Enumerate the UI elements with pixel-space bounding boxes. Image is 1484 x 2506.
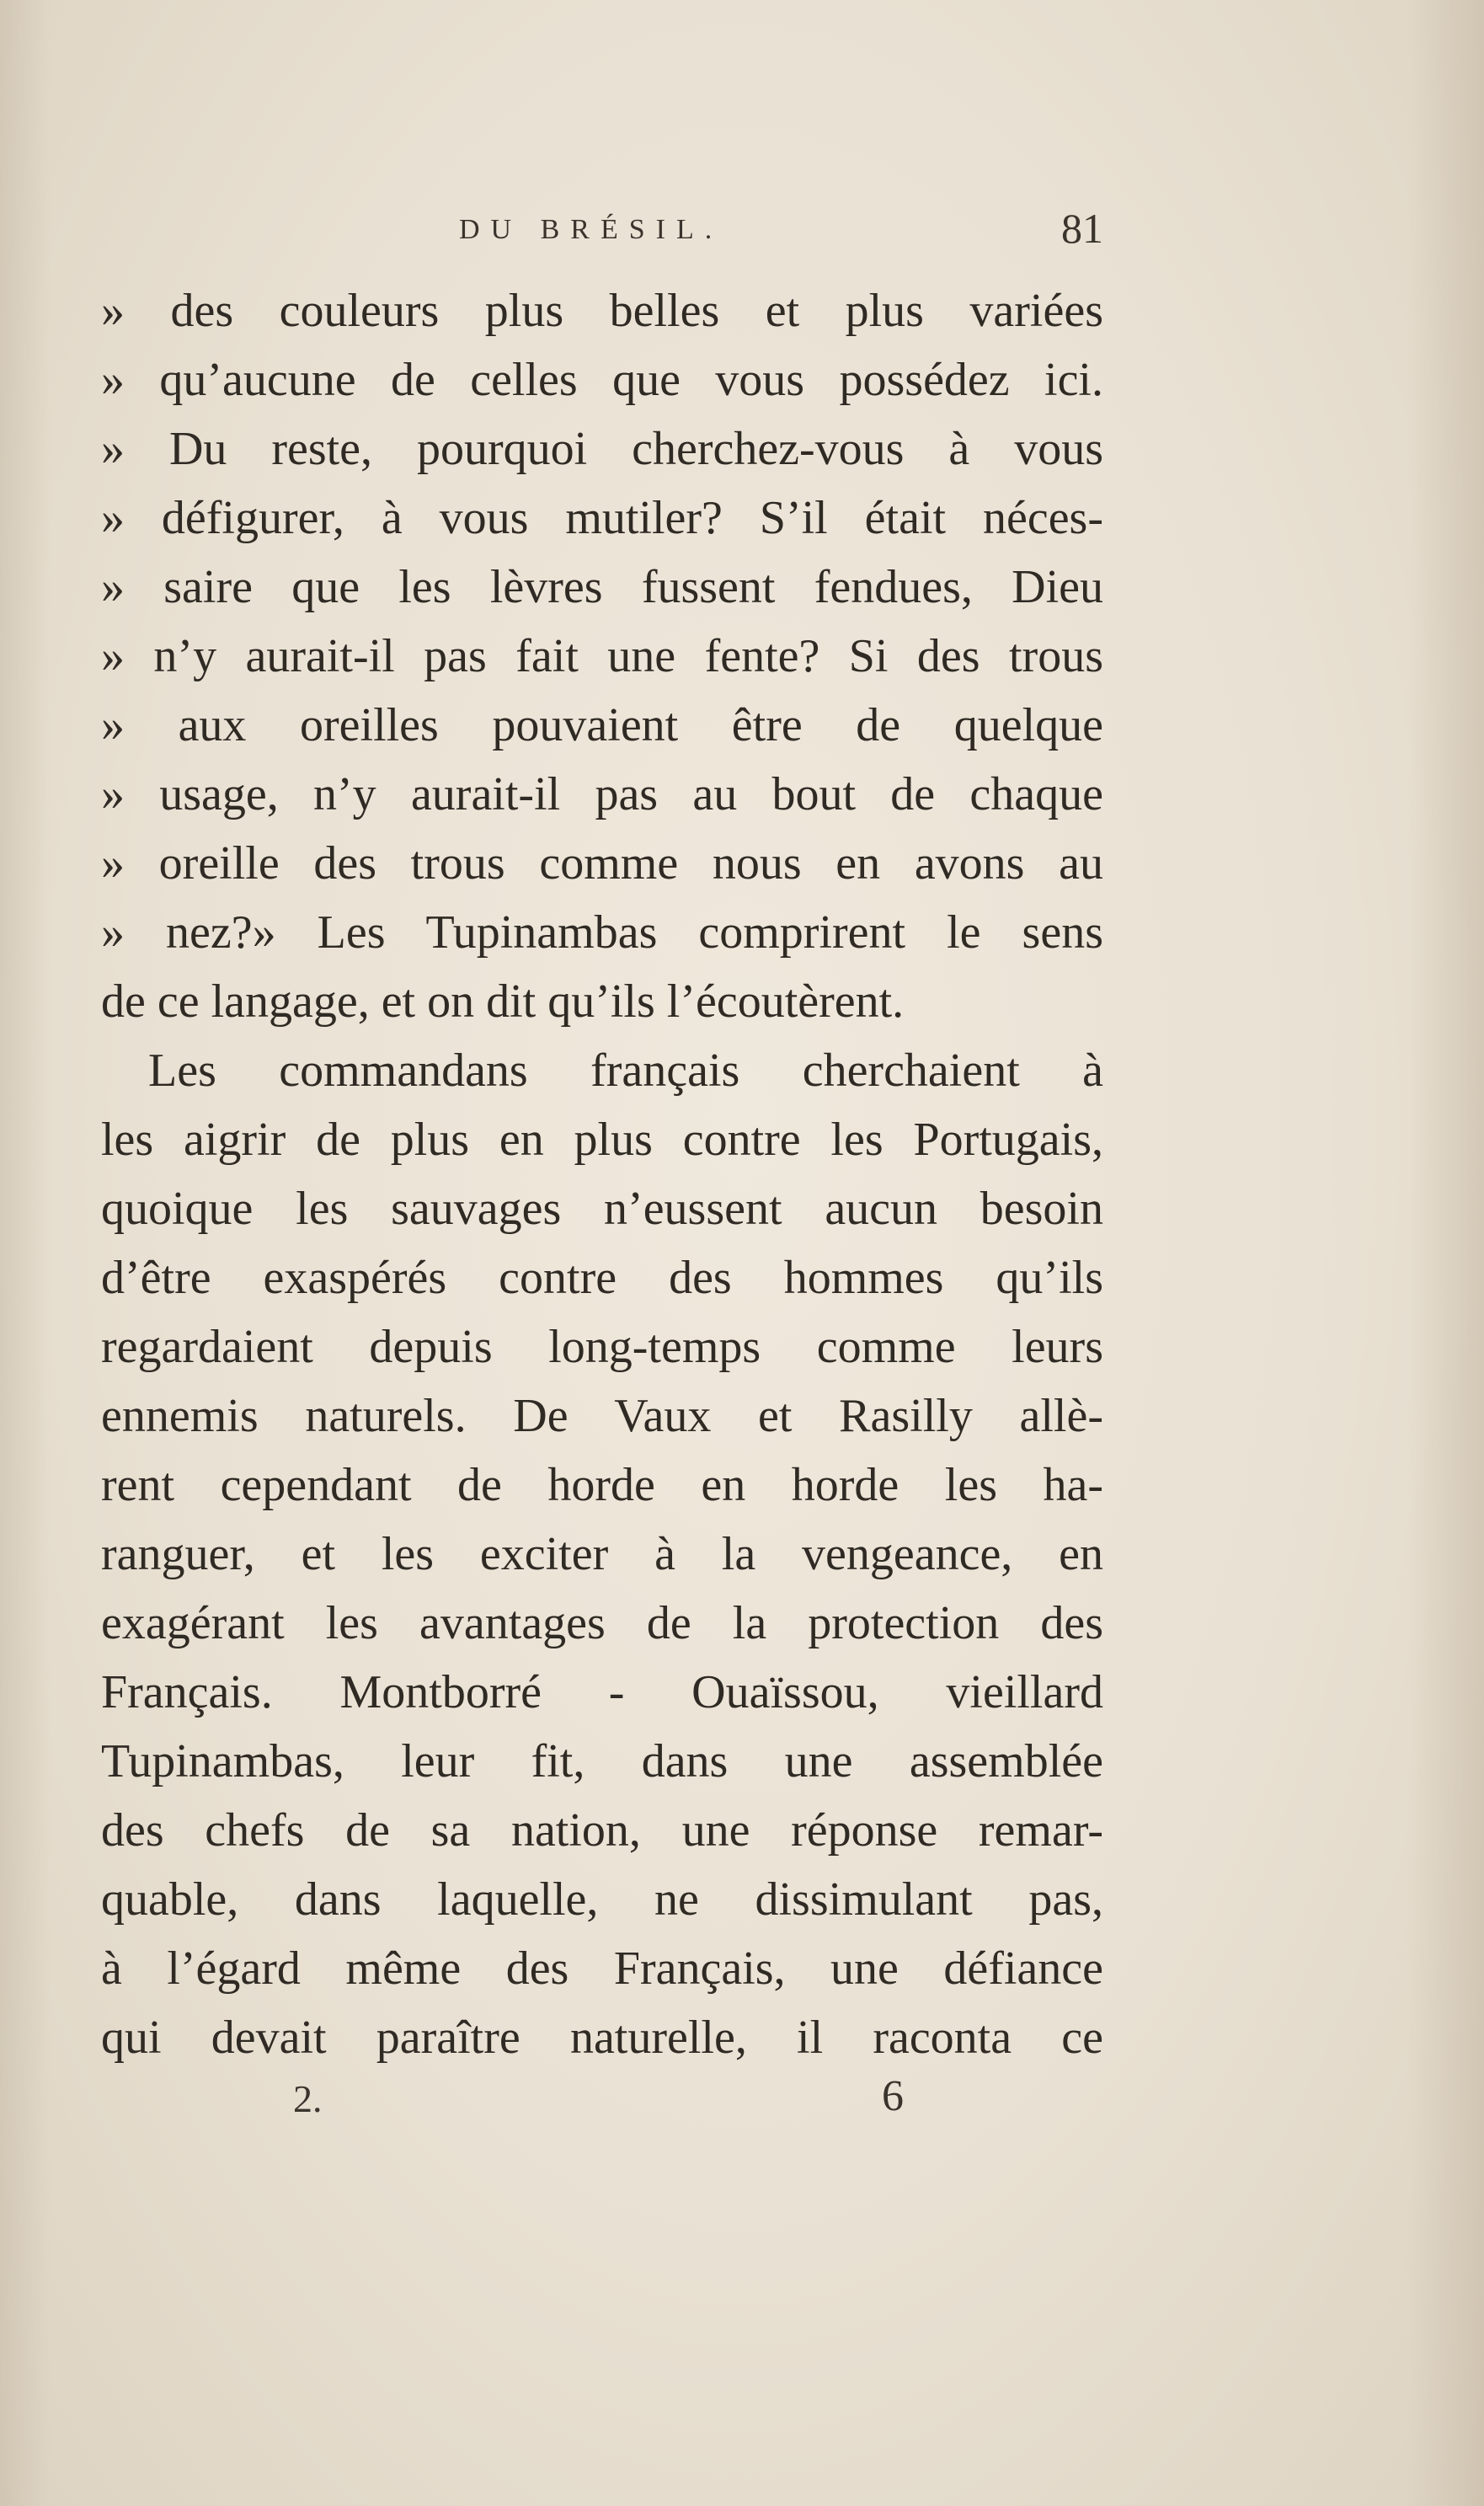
- text-line: des chefs de sa nation, une réponse remar-: [101, 1804, 1103, 1857]
- text-line: exagérant les avantages de la protection des: [101, 1597, 1103, 1649]
- text-line: quoique les sauvages n’eussent aucun besoin: [101, 1183, 1103, 1235]
- text-line: » des couleurs plus belles et plus variées: [101, 285, 1103, 337]
- text-line: » nez?» Les Tupinambas comprirent le sens: [101, 906, 1103, 959]
- text-line: quable, dans laquelle, ne dissimulant pas,: [101, 1873, 1103, 1926]
- page-header: [101, 205, 1103, 268]
- text-line: » oreille des trous comme nous en avons au: [101, 837, 1103, 890]
- text-line: ennemis naturels. De Vaux et Rasilly allè-: [101, 1390, 1103, 1442]
- text-line: ranguer, et les exciter à la vengeance, en: [101, 1528, 1103, 1580]
- volume-signature: 2.: [293, 2077, 323, 2120]
- text-line: » qu’aucune de celles que vous possédez ici.: [101, 354, 1103, 406]
- gathering-signature: 6: [882, 2072, 904, 2120]
- text-line: rent cependant de horde en horde les ha-: [101, 1459, 1103, 1511]
- page-footer: [101, 2072, 1103, 2135]
- text-line: » défigurer, à vous mutiler? S’il était néces-: [101, 492, 1103, 544]
- running-title: DU BRÉSIL.: [459, 214, 723, 245]
- text-line: » aux oreilles pouvaient être de quelque: [101, 699, 1103, 751]
- text-line: » saire que les lèvres fussent fendues, Dieu: [101, 561, 1103, 613]
- text-line: Tupinambas, leur fit, dans une assemblée: [101, 1735, 1103, 1787]
- body-text: [101, 276, 1103, 2072]
- paragraph-start-line: Les commandans français cherchaient à: [148, 1045, 1103, 1097]
- text-line: les aigrir de plus en plus contre les Portugais,: [101, 1114, 1103, 1166]
- text-line: qui devait paraître naturelle, il raconta ce: [101, 2012, 1103, 2064]
- text-line: de ce langage, et on dit qu’ils l’écoutèrent.: [101, 975, 905, 1028]
- text-line: Français. Montborré - Ouaïssou, vieillard: [101, 1666, 1103, 1718]
- text-line: à l’égard même des Français, une défiance: [101, 1942, 1103, 1995]
- text-line: regardaient depuis long-temps comme leurs: [101, 1321, 1103, 1373]
- text-line: » n’y aurait-il pas fait une fente? Si des trous: [101, 630, 1103, 682]
- text-line: » usage, n’y aurait-il pas au bout de chaque: [101, 768, 1103, 820]
- text-line: » Du reste, pourquoi cherchez-vous à vous: [101, 423, 1103, 475]
- page-gutter-shadow: [0, 0, 51, 2506]
- text-line: d’être exaspérés contre des hommes qu’ils: [101, 1252, 1103, 1304]
- page-number: 81: [1061, 205, 1103, 252]
- page-edge-shadow: [1408, 0, 1484, 2506]
